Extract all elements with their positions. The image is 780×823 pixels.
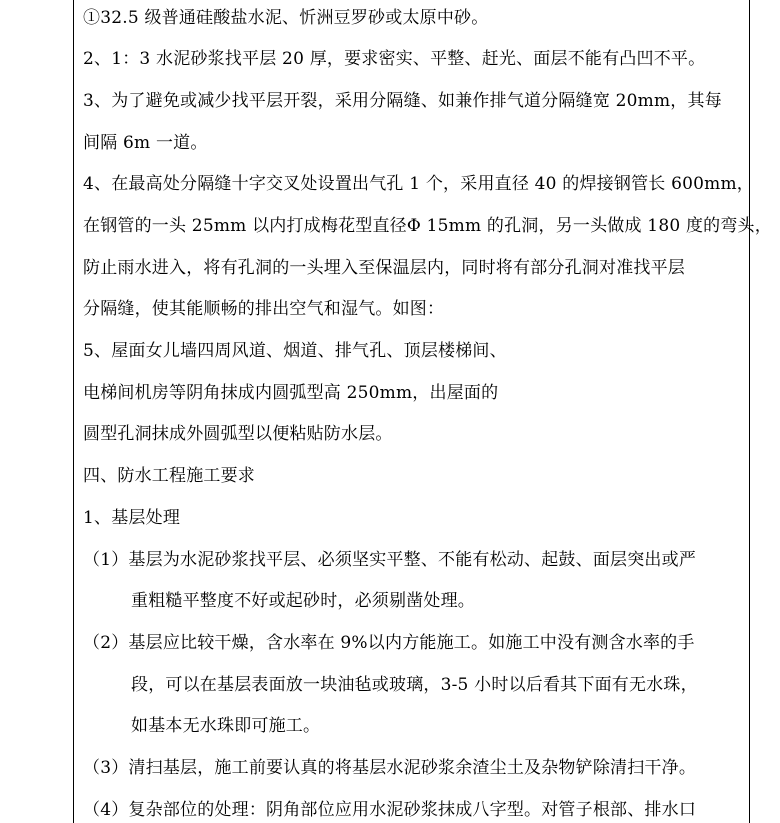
text-line-17: 段，可以在基层表面放一块油毡或玻璃，3-5 小时以后看其下面有无水珠，	[131, 675, 698, 695]
text-line-10: 电梯间机房等阴角抹成内圆弧型高 250mm，出屋面的	[83, 383, 499, 403]
text-line-14: （1）基层为水泥砂浆找平层、必须坚实平整、不能有松动、起鼓、面层突出或严	[83, 550, 697, 570]
text-line-4: 间隔 6m 一道。	[83, 133, 208, 153]
text-line-7: 防止雨水进入，将有孔洞的一头埋入至保温层内，同时将有部分孔洞对准找平层	[83, 258, 685, 278]
subsection-heading: 1、基层处理	[83, 508, 181, 528]
text-line-1: ①32.5 级普通硅酸盐水泥、忻洲豆罗砂或太原中砂。	[83, 8, 489, 28]
section-heading: 四、防水工程施工要求	[83, 466, 255, 486]
text-line-19: （3）清扫基层，施工前要认真的将基层水泥砂浆余渣尘土及杂物铲除清扫干净。	[83, 758, 697, 778]
text-line-8: 分隔缝，使其能顺畅的排出空气和湿气。如图：	[83, 299, 445, 319]
document-table-cell	[73, 0, 772, 823]
text-line-18: 如基本无水珠即可施工。	[131, 716, 321, 736]
text-line-16: （2）基层应比较干燥，含水率在 9%以内方能施工。如施工中没有测含水率的手	[83, 633, 695, 653]
text-line-15: 重粗糙平整度不好或起砂时，必须剔凿处理。	[131, 591, 475, 611]
text-line-5: 4、在最高处分隔缝十字交叉处设置出气孔 1 个，采用直径 40 的焊接钢管长 600mm，	[83, 174, 754, 194]
text-line-11: 圆型孔洞抹成外圆弧型以便粘贴防水层。	[83, 424, 393, 444]
text-line-3: 3、为了避免或减少找平层开裂，采用分隔缝、如兼作排气道分隔缝宽 20mm，其每	[83, 91, 722, 111]
text-line-2: 2、1：3 水泥砂浆找平层 20 厚，要求密实、平整、赶光、面层不能有凸凹不平。	[83, 49, 706, 69]
text-line-20: （4）复杂部位的处理：阴角部位应用水泥砂浆抹成八字型。对管子根部、排水口	[83, 800, 697, 820]
text-line-9: 5、屋面女儿墙四周风道、烟道、排气孔、顶层楼梯间、	[83, 341, 507, 361]
text-line-6: 在钢管的一头 25mm 以内打成梅花型直径Φ 15mm 的孔洞，另一头做成 180 度的弯头，	[83, 216, 772, 236]
